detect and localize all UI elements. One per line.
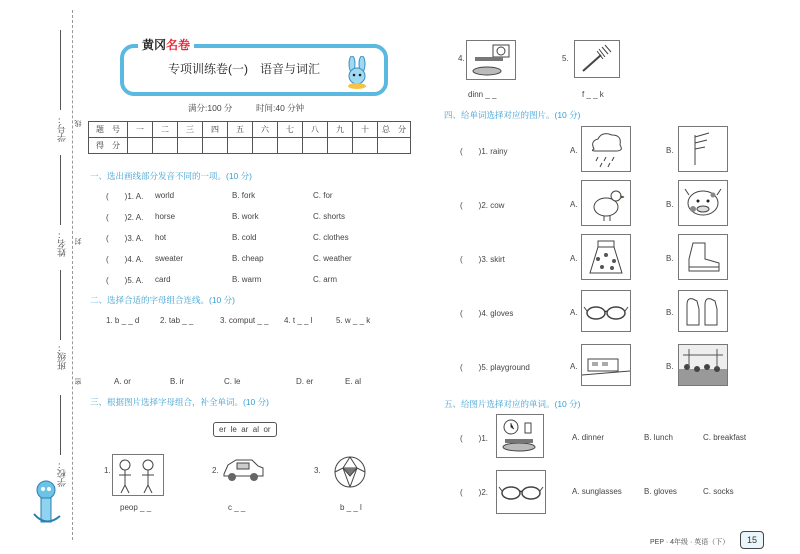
rabbit-mascot-icon [342, 56, 374, 90]
brand-name-1: 黄冈 [142, 38, 167, 52]
s1-q1-c: C. for [313, 191, 333, 200]
score-cell[interactable] [378, 138, 411, 154]
score-cell[interactable] [153, 138, 178, 154]
s3-q3-num: 3. [314, 466, 321, 475]
s4-q5-b[interactable]: B. [666, 362, 674, 371]
score-row-label: 得 分 [89, 138, 128, 154]
gloves-picture [678, 290, 728, 332]
s2-word-5[interactable]: 5. w _ _ k [336, 316, 371, 325]
school-label: 学校： [57, 460, 67, 487]
playground-icon [679, 345, 727, 385]
score-cell[interactable] [203, 138, 228, 154]
score-cell[interactable] [328, 138, 353, 154]
exam-time: 时间:40 分钟 [256, 103, 305, 113]
score-col-3: 三 [178, 122, 203, 138]
s5-q2-a[interactable]: A. sunglasses [572, 487, 622, 496]
shoe-icon [679, 235, 727, 279]
s4-q2[interactable]: ( )2. cow [460, 201, 505, 210]
dinner-picture [466, 40, 516, 80]
s2-word-2[interactable]: 2. tab _ _ [160, 316, 194, 325]
rainy-picture [581, 126, 631, 172]
s1-q4-b: B. cheap [232, 254, 264, 263]
binding-line [72, 10, 73, 540]
windy-picture [678, 126, 728, 172]
s4-q5-a[interactable]: A. [570, 362, 578, 371]
s3-letter-choices: er le ar al or [213, 422, 277, 437]
s2-option-c[interactable]: C. le [224, 377, 241, 386]
s1-q4-c: C. weather [313, 254, 352, 263]
score-cell[interactable] [228, 138, 253, 154]
section3-title: 三、根据图片选择字母组合，补全单词。(10 分) [90, 397, 269, 407]
s1-q4-num[interactable]: ( )4. A. [106, 255, 144, 264]
bus-stop-picture [581, 344, 631, 386]
s4-q2-b[interactable]: B. [666, 200, 674, 209]
footer-text: PEP · 4年级 · 英语（下） [650, 539, 730, 546]
section2-title: 二、选择合适的字母组合连线。(10 分) [90, 295, 235, 305]
seal-mark-tight: 密 [75, 378, 82, 385]
s1-q2-num[interactable]: ( )2. A. [106, 213, 144, 222]
s4-q5[interactable]: ( )5. playground [460, 363, 530, 372]
glasses-icon [582, 291, 630, 331]
score-col-8: 八 [303, 122, 328, 138]
s1-q2-c: C. shorts [313, 212, 346, 221]
s5-q1-b[interactable]: B. lunch [644, 433, 673, 442]
s5-q2-b[interactable]: B. gloves [644, 487, 677, 496]
brand-name-2: 名卷 [166, 38, 191, 52]
s1-q1-b: B. fork [232, 191, 256, 200]
skirt-icon [582, 235, 630, 279]
s2-option-a[interactable]: A. or [114, 377, 131, 386]
s3-q5-num: 5. [562, 54, 569, 63]
skirt-picture [581, 234, 631, 280]
score-table-header-row [89, 122, 411, 138]
score-col-total: 总 分 [378, 122, 411, 138]
score-table-score-row [89, 138, 411, 154]
student-name-blank [60, 155, 61, 225]
s3-q1-num: 1. [104, 466, 111, 475]
s5-q1[interactable]: ( )1. [460, 434, 488, 443]
s4-q1-b[interactable]: B. [666, 146, 674, 155]
s2-word-1[interactable]: 1. b _ _ d [106, 316, 140, 325]
score-table [88, 121, 411, 154]
student-name-label: 姓名： [57, 230, 67, 257]
fork-icon [575, 41, 619, 77]
score-cell[interactable] [253, 138, 278, 154]
section1-title: 一、选出画线部分发音不同的一项。(10 分) [90, 171, 252, 181]
s5-glasses-picture [496, 470, 546, 514]
s3-q2-num: 2. [212, 466, 219, 475]
school-blank [60, 395, 61, 455]
section4-title: 四、给单词选择对应的图片。(10 分) [444, 110, 581, 120]
seal-mark-seal: 封 [75, 238, 82, 245]
breakfast-picture [496, 414, 544, 458]
page-number: 15 [740, 531, 764, 549]
s2-option-b[interactable]: B. ir [170, 377, 185, 386]
s5-q2-c[interactable]: C. socks [703, 487, 734, 496]
cow-icon [679, 181, 727, 225]
s2-word-4[interactable]: 4. t _ _ l [284, 316, 313, 325]
s3-word-5[interactable]: f _ _ k [582, 90, 604, 99]
s5-q1-a[interactable]: A. dinner [572, 433, 605, 442]
class-label: 班级： [57, 343, 67, 370]
score-cell[interactable] [178, 138, 203, 154]
s4-q3[interactable]: ( )3. skirt [460, 255, 505, 264]
score-col-6: 六 [253, 122, 278, 138]
s1-q4-a: sweater [155, 254, 184, 263]
s4-q4-b[interactable]: B. [666, 308, 674, 317]
s3-word-4[interactable]: dinn _ _ [468, 90, 497, 99]
hen-icon [582, 181, 630, 225]
breakfast-icon [497, 415, 543, 457]
score-cell[interactable] [353, 138, 378, 154]
page-title: 专项训练卷(一) 语音与词汇 [168, 62, 320, 76]
s1-q3-num[interactable]: ( )3. A. [106, 234, 144, 243]
s2-word-3[interactable]: 3. comput _ _ [220, 316, 269, 325]
s3-word-2[interactable]: c _ _ [228, 503, 246, 512]
ball-icon [332, 454, 368, 490]
fork-picture [574, 40, 620, 78]
student-id-blank [60, 30, 61, 110]
gloves-icon [679, 291, 727, 331]
s1-q5-a: card [155, 275, 171, 284]
score-col-10: 十 [353, 122, 378, 138]
rain-cloud-icon [582, 127, 630, 171]
glasses-picture [581, 290, 631, 332]
s1-q1-num[interactable]: ( )1. A. [106, 192, 144, 201]
s1-q3-b: B. cold [232, 233, 257, 242]
s3-word-3[interactable]: b _ _ l [340, 503, 362, 512]
s1-q2-b: B. work [232, 212, 259, 221]
score-col-2: 二 [153, 122, 178, 138]
s1-q3-a: hot [155, 233, 167, 242]
road-scene-icon [582, 345, 630, 385]
score-cell[interactable] [278, 138, 303, 154]
score-cell[interactable] [303, 138, 328, 154]
people-icon [113, 455, 163, 495]
s4-q2-a[interactable]: A. [570, 200, 578, 209]
s2-option-e[interactable]: E. al [345, 377, 362, 386]
dinner-icon [467, 41, 515, 79]
s1-q5-num[interactable]: ( )5. A. [106, 276, 144, 285]
brand-logo [138, 36, 194, 53]
s3-q4-num: 4. [458, 54, 465, 63]
s5-q1-c[interactable]: C. breakfast [703, 433, 747, 442]
s5-q2[interactable]: ( )2. [460, 488, 488, 497]
s1-q2-a: horse [155, 212, 176, 221]
s4-q4[interactable]: ( )4. gloves [460, 309, 514, 318]
cow-picture [678, 180, 728, 226]
s3-word-1[interactable]: peop _ _ [120, 503, 152, 512]
score-col-4: 四 [203, 122, 228, 138]
score-col-header: 题 号 [89, 122, 128, 138]
s4-q4-a[interactable]: A. [570, 308, 578, 317]
people-picture [112, 454, 164, 496]
s4-q3-b[interactable]: B. [666, 254, 674, 263]
s1-q3-c: C. clothes [313, 233, 349, 242]
class-blank [60, 270, 61, 340]
mascot-pencil-icon [30, 480, 70, 530]
s2-option-d[interactable]: D. er [296, 377, 314, 386]
car-icon [220, 454, 266, 484]
student-id-label: 学号： [57, 115, 67, 142]
section5-title: 五、给图片选择对应的单词。(10 分) [444, 399, 581, 409]
score-col-9: 九 [328, 122, 353, 138]
shoe-picture [678, 234, 728, 280]
score-cell[interactable] [128, 138, 153, 154]
score-col-7: 七 [278, 122, 303, 138]
wind-flag-icon [679, 127, 727, 171]
s4-q3-a[interactable]: A. [570, 254, 578, 263]
full-score: 满分:100 分 [188, 103, 233, 113]
s1-q1-a: world [155, 191, 175, 200]
s4-q1-a[interactable]: A. [570, 146, 578, 155]
s5-glasses-icon [497, 471, 545, 513]
s1-q5-c: C. arm [313, 275, 337, 284]
playground-picture [678, 344, 728, 386]
score-col-1: 一 [128, 122, 153, 138]
seal-mark-line: 线 [75, 120, 82, 127]
score-col-5: 五 [228, 122, 253, 138]
s1-q5-b: B. warm [232, 275, 262, 284]
s4-q1[interactable]: ( )1. rainy [460, 147, 508, 156]
hen-picture [581, 180, 631, 226]
